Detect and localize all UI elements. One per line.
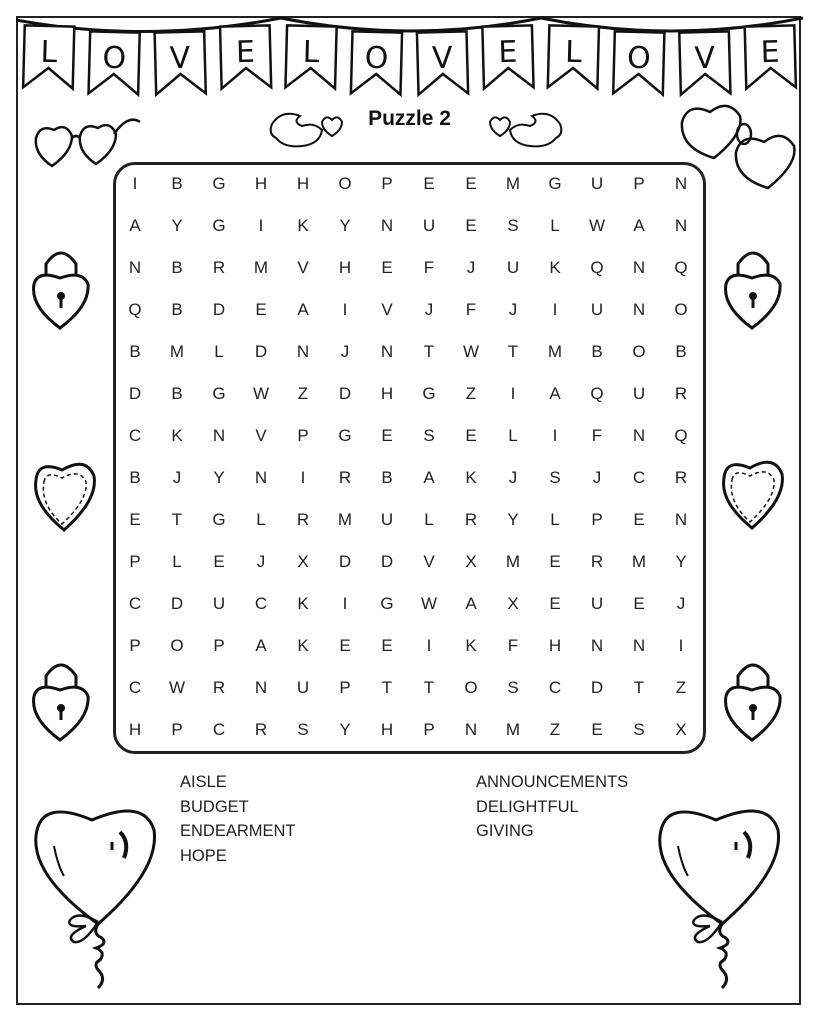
- grid-row: [114, 331, 702, 373]
- grid-cell[interactable]: X: [297, 552, 309, 571]
- banner-flag: [155, 31, 206, 94]
- puzzle-title: Puzzle 2: [368, 107, 451, 130]
- grid-cell[interactable]: D: [254, 342, 268, 361]
- grid-cell[interactable]: P: [423, 720, 435, 739]
- grid-cell[interactable]: R: [254, 720, 268, 739]
- grid-cell[interactable]: L: [508, 426, 518, 445]
- grid-cell[interactable]: V: [423, 552, 435, 571]
- grid-cell[interactable]: N: [674, 216, 688, 235]
- grid-cell[interactable]: I: [342, 300, 348, 319]
- grid-cell[interactable]: N: [212, 426, 226, 445]
- grid-cell[interactable]: W: [462, 342, 480, 361]
- grid-cell[interactable]: B: [381, 468, 393, 487]
- grid-cell[interactable]: A: [549, 384, 561, 403]
- grid-cell[interactable]: J: [508, 468, 518, 487]
- grid-row: [114, 709, 702, 751]
- grid-cell[interactable]: H: [296, 174, 310, 193]
- grid-cell[interactable]: D: [380, 552, 394, 571]
- grid-cell[interactable]: I: [342, 594, 348, 613]
- grid-cell[interactable]: Y: [339, 720, 351, 739]
- grid-cell[interactable]: G: [380, 594, 394, 613]
- svg-text:O: O: [364, 40, 389, 77]
- grid-cell[interactable]: G: [212, 510, 226, 529]
- grid-cell[interactable]: L: [550, 510, 560, 529]
- grid-cell[interactable]: I: [510, 384, 516, 403]
- grid-row: [114, 289, 702, 331]
- grid-cell[interactable]: K: [465, 636, 477, 655]
- grid-cell[interactable]: E: [591, 720, 603, 739]
- grid-cell[interactable]: K: [171, 426, 183, 445]
- grid-cell[interactable]: C: [212, 720, 226, 739]
- word-list-item: DELIGHTFUL: [476, 797, 579, 816]
- grid-cell[interactable]: W: [168, 678, 186, 697]
- banner-flag: [745, 25, 796, 88]
- grid-cell[interactable]: E: [549, 594, 561, 613]
- grid-cell[interactable]: Q: [128, 300, 142, 319]
- grid-cell[interactable]: Y: [339, 216, 351, 235]
- grid-cell[interactable]: A: [255, 636, 267, 655]
- grid-cell[interactable]: Z: [297, 384, 309, 403]
- grid-cell[interactable]: W: [252, 384, 270, 403]
- grid-cell[interactable]: N: [674, 174, 688, 193]
- grid-cell[interactable]: C: [128, 426, 142, 445]
- heart-padlock-icon: [722, 246, 784, 332]
- grid-cell[interactable]: P: [129, 552, 141, 571]
- banner-flag: [351, 31, 402, 94]
- grid-cell[interactable]: Q: [590, 384, 604, 403]
- grid-cell[interactable]: P: [171, 720, 183, 739]
- grid-cell[interactable]: B: [171, 258, 183, 277]
- heart-padlock-icon: [30, 658, 92, 744]
- grid-cell[interactable]: Y: [507, 510, 519, 529]
- grid-cell[interactable]: I: [678, 636, 684, 655]
- grid-cell[interactable]: Y: [171, 216, 183, 235]
- grid-row: [114, 625, 702, 667]
- word-list-right: [476, 770, 628, 844]
- grid-cell[interactable]: T: [507, 342, 519, 361]
- grid-cell[interactable]: W: [588, 216, 606, 235]
- grid-row: [114, 583, 702, 625]
- grid-cell[interactable]: M: [505, 174, 521, 193]
- grid-cell[interactable]: A: [129, 216, 141, 235]
- grid-cell[interactable]: Q: [674, 258, 688, 277]
- grid-cell[interactable]: E: [465, 174, 477, 193]
- grid-cell[interactable]: B: [675, 342, 687, 361]
- grid-cell[interactable]: H: [380, 720, 394, 739]
- grid-cell[interactable]: N: [632, 258, 646, 277]
- grid-cell[interactable]: N: [380, 342, 394, 361]
- grid-cell[interactable]: Z: [675, 678, 687, 697]
- svg-text:L: L: [564, 34, 583, 71]
- grid-cell[interactable]: R: [338, 468, 352, 487]
- grid-cell[interactable]: E: [339, 636, 351, 655]
- grid-cell[interactable]: U: [506, 258, 520, 277]
- grid-cell[interactable]: Y: [213, 468, 225, 487]
- grid-row: [114, 163, 702, 205]
- grid-cell[interactable]: L: [424, 510, 434, 529]
- grid-cell[interactable]: C: [128, 678, 142, 697]
- grid-cell[interactable]: N: [128, 258, 142, 277]
- grid-cell[interactable]: G: [422, 384, 436, 403]
- grid-cell[interactable]: H: [254, 174, 268, 193]
- grid-cell[interactable]: R: [296, 510, 310, 529]
- grid-row: [114, 499, 702, 541]
- heart-padlock-icon: [30, 246, 92, 332]
- svg-text:L: L: [302, 34, 320, 71]
- grid-cell[interactable]: Z: [465, 384, 477, 403]
- grid-cell[interactable]: E: [129, 510, 141, 529]
- grid-cell[interactable]: V: [381, 300, 393, 319]
- grid-cell[interactable]: J: [466, 258, 476, 277]
- grid-cell[interactable]: P: [129, 636, 141, 655]
- grid-cell[interactable]: R: [464, 510, 478, 529]
- grid-cell[interactable]: J: [592, 468, 602, 487]
- grid-cell[interactable]: E: [213, 552, 225, 571]
- love-banner: [16, 14, 803, 104]
- banner-flag: [482, 25, 533, 88]
- grid-cell[interactable]: C: [128, 594, 142, 613]
- grid-cell[interactable]: B: [591, 342, 603, 361]
- grid-cell[interactable]: S: [633, 720, 645, 739]
- grid-cell[interactable]: N: [674, 510, 688, 529]
- grid-cell[interactable]: P: [339, 678, 351, 697]
- grid-row: [114, 667, 702, 709]
- stitched-heart-icon: [30, 458, 100, 534]
- grid-cell[interactable]: U: [380, 510, 394, 529]
- svg-text:E: E: [497, 34, 518, 71]
- grid-cell[interactable]: M: [631, 552, 647, 571]
- grid-cell[interactable]: O: [674, 300, 688, 319]
- grid-cell[interactable]: H: [380, 384, 394, 403]
- grid-cell[interactable]: U: [296, 678, 310, 697]
- grid-cell[interactable]: C: [632, 468, 646, 487]
- grid-cell[interactable]: U: [590, 594, 604, 613]
- grid-cell[interactable]: N: [464, 720, 478, 739]
- grid-cell[interactable]: D: [590, 678, 604, 697]
- grid-cell[interactable]: F: [465, 300, 477, 319]
- grid-cell[interactable]: M: [253, 258, 269, 277]
- grid-cell[interactable]: E: [381, 636, 393, 655]
- grid-cell[interactable]: L: [256, 510, 266, 529]
- grid-cell[interactable]: U: [590, 174, 604, 193]
- grid-cell[interactable]: E: [381, 426, 393, 445]
- grid-cell[interactable]: G: [212, 216, 226, 235]
- banner-flag: [285, 25, 336, 88]
- grid-cell[interactable]: E: [423, 174, 435, 193]
- banner-flag: [89, 31, 140, 94]
- grid-cell[interactable]: E: [465, 216, 477, 235]
- grid-cell[interactable]: E: [633, 510, 645, 529]
- grid-cell[interactable]: J: [340, 342, 350, 361]
- grid-cell[interactable]: X: [465, 552, 477, 571]
- grid-cell[interactable]: C: [254, 594, 268, 613]
- grid-row: [114, 247, 702, 289]
- grid-cell[interactable]: E: [465, 426, 477, 445]
- dove-with-heart-icon: [474, 104, 570, 154]
- word-list-item: ENDEARMENT: [180, 822, 296, 840]
- grid-cell[interactable]: N: [590, 636, 604, 655]
- grid-cell[interactable]: H: [128, 720, 142, 739]
- grid-cell[interactable]: G: [212, 384, 226, 403]
- svg-text:V: V: [169, 40, 191, 77]
- grid-cell[interactable]: P: [297, 426, 309, 445]
- grid-cell[interactable]: F: [423, 258, 435, 277]
- grid-cell[interactable]: F: [591, 426, 603, 445]
- grid-cell[interactable]: H: [548, 636, 562, 655]
- grid-row: [114, 541, 702, 583]
- grid-cell[interactable]: I: [300, 468, 306, 487]
- grid-cell[interactable]: G: [548, 174, 562, 193]
- grid-cell[interactable]: R: [674, 384, 688, 403]
- grid-cell[interactable]: N: [632, 300, 646, 319]
- grid-cell[interactable]: X: [675, 720, 687, 739]
- grid-cell[interactable]: D: [170, 594, 184, 613]
- grid-cell[interactable]: U: [422, 216, 436, 235]
- grid-cell[interactable]: R: [590, 552, 604, 571]
- grid-cell[interactable]: M: [505, 720, 521, 739]
- heart-padlock-icon: [722, 658, 784, 744]
- svg-text:V: V: [694, 40, 716, 77]
- word-search-grid: [114, 163, 702, 751]
- grid-cell[interactable]: B: [171, 174, 183, 193]
- grid-cell[interactable]: O: [338, 174, 352, 193]
- grid-cell[interactable]: T: [423, 342, 435, 361]
- grid-cell[interactable]: P: [381, 174, 393, 193]
- grid-cell[interactable]: E: [549, 552, 561, 571]
- grid-cell[interactable]: L: [214, 342, 224, 361]
- grid-cell[interactable]: I: [132, 174, 138, 193]
- word-list-item: GIVING: [476, 822, 534, 840]
- grid-cell[interactable]: O: [632, 342, 646, 361]
- grid-cell[interactable]: B: [129, 468, 141, 487]
- grid-cell[interactable]: U: [590, 300, 604, 319]
- banner-flag: [548, 25, 599, 88]
- grid-cell[interactable]: D: [338, 552, 352, 571]
- grid-cell[interactable]: E: [633, 594, 645, 613]
- grid-row: [114, 205, 702, 247]
- grid-cell[interactable]: F: [507, 636, 519, 655]
- grid-cell[interactable]: O: [170, 636, 184, 655]
- grid-cell[interactable]: S: [423, 426, 435, 445]
- grid-cell[interactable]: B: [129, 342, 141, 361]
- word-list-left: [180, 770, 296, 868]
- stitched-heart-icon: [718, 456, 788, 532]
- grid-cell[interactable]: W: [420, 594, 438, 613]
- grid-cell[interactable]: O: [464, 678, 478, 697]
- grid-cell[interactable]: S: [507, 216, 519, 235]
- grid-cell[interactable]: Z: [549, 720, 561, 739]
- grid-cell[interactable]: D: [128, 384, 142, 403]
- grid-cell[interactable]: J: [676, 594, 686, 613]
- grid-cell[interactable]: A: [633, 216, 645, 235]
- grid-cell[interactable]: R: [212, 678, 226, 697]
- grid-cell[interactable]: T: [381, 678, 393, 697]
- word-list-item: BUDGET: [180, 797, 249, 816]
- grid-cell[interactable]: L: [172, 552, 182, 571]
- svg-text:L: L: [40, 34, 58, 71]
- heart-balloon-icon: [32, 796, 162, 996]
- grid-cell[interactable]: Y: [675, 552, 687, 571]
- grid-cell[interactable]: A: [465, 594, 477, 613]
- svg-text:E: E: [235, 34, 256, 71]
- grid-cell[interactable]: T: [171, 510, 183, 529]
- dove-with-heart-icon: [262, 104, 358, 154]
- grid-cell[interactable]: B: [171, 300, 183, 319]
- banner-flag: [679, 31, 730, 94]
- grid-cell[interactable]: M: [337, 510, 353, 529]
- grid-cell[interactable]: A: [297, 300, 309, 319]
- grid-cell[interactable]: P: [633, 174, 645, 193]
- grid-cell[interactable]: D: [212, 300, 226, 319]
- grid-cell[interactable]: K: [549, 258, 561, 277]
- grid-cell[interactable]: N: [632, 636, 646, 655]
- grid-cell[interactable]: H: [338, 258, 352, 277]
- grid-cell[interactable]: K: [297, 594, 309, 613]
- grid-cell[interactable]: A: [423, 468, 435, 487]
- svg-text:V: V: [431, 40, 454, 77]
- grid-cell[interactable]: V: [255, 426, 267, 445]
- grid-cell[interactable]: K: [297, 636, 309, 655]
- grid-cell[interactable]: N: [380, 216, 394, 235]
- grid-cell[interactable]: G: [212, 174, 226, 193]
- grid-cell[interactable]: I: [552, 300, 558, 319]
- grid-cell[interactable]: D: [338, 384, 352, 403]
- word-list-item: HOPE: [180, 846, 227, 865]
- grid-cell[interactable]: C: [548, 678, 562, 697]
- grid-cell[interactable]: M: [505, 552, 521, 571]
- grid-cell[interactable]: S: [549, 468, 561, 487]
- grid-cell[interactable]: N: [254, 468, 268, 487]
- grid-cell[interactable]: X: [507, 594, 519, 613]
- grid-cell[interactable]: R: [212, 258, 226, 277]
- svg-text:O: O: [626, 40, 652, 77]
- grid-cell[interactable]: N: [296, 342, 310, 361]
- banner-flag: [613, 31, 664, 94]
- grid-cell[interactable]: J: [508, 300, 518, 319]
- banner-flag: [417, 31, 468, 94]
- grid-cell[interactable]: P: [591, 510, 603, 529]
- grid-cell[interactable]: V: [297, 258, 309, 277]
- grid-cell[interactable]: M: [547, 342, 563, 361]
- grid-cell[interactable]: M: [169, 342, 185, 361]
- grid-cell[interactable]: N: [632, 426, 646, 445]
- word-list-item: AISLE: [180, 773, 227, 791]
- grid-cell[interactable]: G: [338, 426, 352, 445]
- word-list-item: ANNOUNCEMENTS: [476, 773, 629, 791]
- svg-text:E: E: [760, 34, 781, 71]
- grid-cell[interactable]: J: [172, 468, 182, 487]
- grid-cell[interactable]: T: [633, 678, 645, 697]
- grid-row: [114, 415, 702, 457]
- grid-cell[interactable]: Q: [674, 426, 688, 445]
- grid-cell[interactable]: S: [507, 678, 519, 697]
- grid-cell[interactable]: S: [297, 720, 309, 739]
- grid-cell[interactable]: I: [258, 216, 264, 235]
- grid-cell[interactable]: R: [674, 468, 688, 487]
- grid-cell[interactable]: N: [254, 678, 268, 697]
- grid-cell[interactable]: U: [632, 384, 646, 403]
- grid-cell[interactable]: E: [381, 258, 393, 277]
- grid-cell[interactable]: I: [426, 636, 432, 655]
- grid-cell[interactable]: K: [297, 216, 309, 235]
- grid-cell[interactable]: Q: [590, 258, 604, 277]
- grid-cell[interactable]: K: [465, 468, 477, 487]
- grid-cell[interactable]: U: [212, 594, 226, 613]
- grid-cell[interactable]: J: [256, 552, 266, 571]
- grid-cell[interactable]: E: [255, 300, 267, 319]
- heart-balloon-icon: [656, 796, 786, 996]
- grid-row: [114, 457, 702, 499]
- grid-cell[interactable]: T: [423, 678, 435, 697]
- banner-flag: [23, 25, 74, 88]
- grid-cell[interactable]: L: [550, 216, 560, 235]
- grid-cell[interactable]: P: [213, 636, 225, 655]
- svg-text:O: O: [101, 40, 127, 77]
- grid-cell[interactable]: B: [171, 384, 183, 403]
- grid-row: [114, 373, 702, 415]
- grid-cell[interactable]: J: [424, 300, 434, 319]
- grid-cell[interactable]: I: [552, 426, 558, 445]
- banner-flag: [220, 25, 271, 88]
